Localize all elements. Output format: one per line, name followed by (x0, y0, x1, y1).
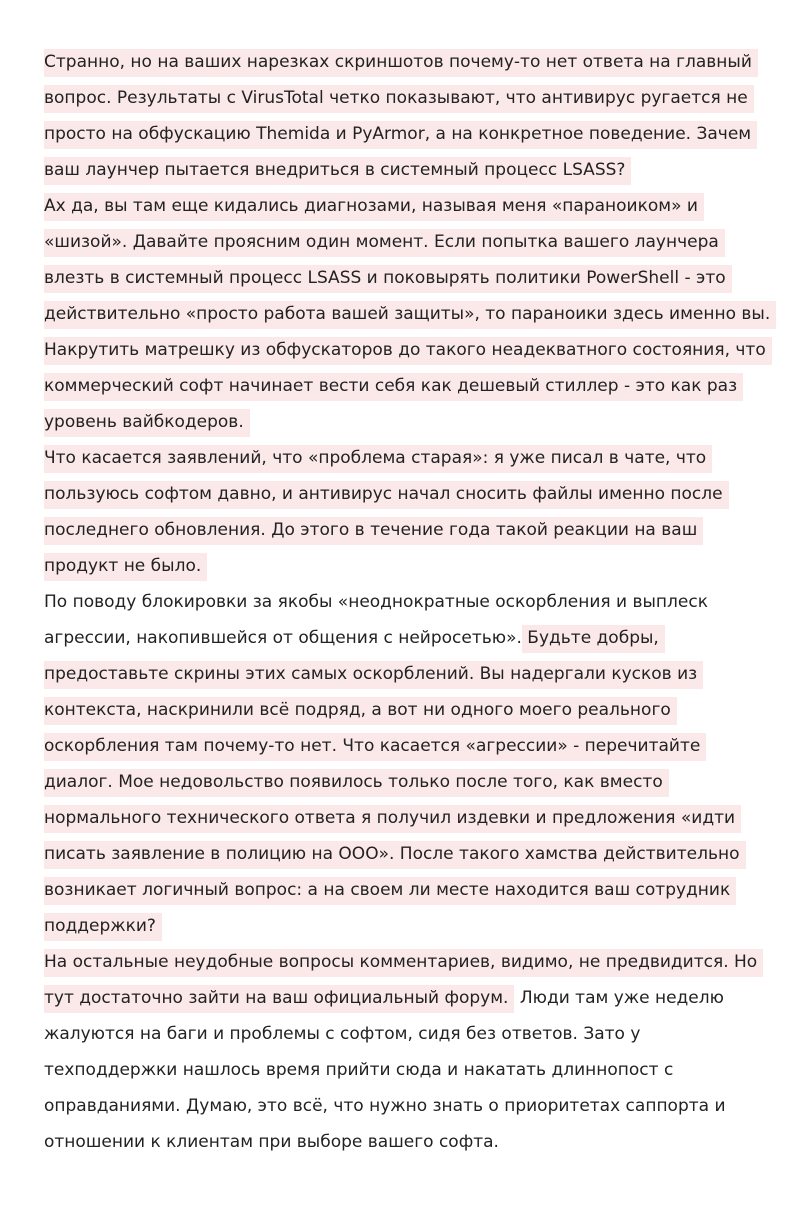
highlighted-text: диалог. Мое недовольство появилось только после того, как вместо (44, 769, 669, 797)
text-line (44, 80, 784, 116)
text-line (44, 764, 784, 800)
text-line (44, 512, 784, 548)
text-line (44, 620, 784, 656)
highlighted-text: Ах да, вы там еще кидались диагнозами, называя меня «параноиком» и (44, 193, 704, 221)
highlighted-text: вопрос. Результаты с VirusTotal четко показывают, что антивирус ругается не (44, 85, 754, 113)
highlighted-text: уровень вайбкодеров. (44, 409, 250, 437)
highlighted-text: пользуюсь софтом давно, и антивирус начал сносить файлы именно после (44, 481, 729, 509)
text-line (44, 404, 784, 440)
text-line (44, 692, 784, 728)
text-line (44, 332, 784, 368)
comment-body (44, 44, 784, 1160)
text-line (44, 872, 784, 908)
highlighted-text: оскорбления там почему-то нет. Что касается «агрессии» - перечитайте (44, 733, 706, 761)
text-line (44, 1088, 784, 1124)
text-line (44, 548, 784, 584)
text-line (44, 584, 784, 620)
highlighted-text: возникает логичный вопрос: а на своем ли месте находится ваш сотрудник (44, 877, 736, 905)
text-line (44, 944, 784, 980)
text-line (44, 152, 784, 188)
text-line (44, 1052, 784, 1088)
paragraph (44, 944, 784, 1160)
highlighted-text: нормального технического ответа я получил издевки и предложения «идти (44, 805, 741, 833)
plain-text: техподдержки нашлось время прийти сюда и накатать длиннопост с (44, 1060, 674, 1080)
plain-text: оправданиями. Думаю, это всё, что нужно знать о приоритетах саппорта и (44, 1096, 726, 1116)
plain-text: агрессии, накопившейся от общения с нейросетью». (44, 628, 522, 648)
plain-text: Люди там уже неделю (514, 988, 724, 1008)
plain-text: жалуются на баги и проблемы с софтом, сидя без ответов. Зато у (44, 1024, 641, 1044)
text-line (44, 836, 784, 872)
text-line (44, 44, 784, 80)
plain-text: отношении к клиентам при выборе вашего софта. (44, 1132, 499, 1152)
text-line (44, 116, 784, 152)
paragraph (44, 44, 784, 188)
text-line (44, 980, 784, 1016)
highlighted-text: Будьте добры, (522, 625, 665, 653)
highlighted-text: продукт не было. (44, 553, 207, 581)
plain-text: По поводу блокировки за якобы «неоднократные оскорбления и выплеск (44, 592, 708, 612)
text-line (44, 296, 784, 332)
highlighted-text: Странно, но на ваших нарезках скриншотов почему-то нет ответа на главный (44, 49, 758, 77)
text-line (44, 1124, 784, 1160)
highlighted-text: «шизой». Давайте проясним один момент. Если попытка вашего лаунчера (44, 229, 725, 257)
highlighted-text: писать заявление в полицию на ООО». После такого хамства действительно (44, 841, 746, 869)
text-line (44, 440, 784, 476)
highlighted-text: тут достаточно зайти на ваш официальный форум. (44, 985, 514, 1013)
highlighted-text: поддержки? (44, 913, 162, 941)
highlighted-text: действительно «просто работа вашей защиты», то параноики здесь именно вы. (44, 301, 776, 329)
paragraph (44, 440, 784, 584)
text-line (44, 800, 784, 836)
text-line (44, 188, 784, 224)
text-line (44, 656, 784, 692)
paragraph (44, 188, 784, 440)
highlighted-text: просто на обфускацию Themida и PyArmor, а на конкретное поведение. Зачем (44, 121, 757, 149)
paragraph (44, 584, 784, 944)
highlighted-text: ваш лаунчер пытается внедриться в системный процесс LSASS? (44, 157, 631, 185)
highlighted-text: Накрутить матрешку из обфускаторов до такого неадекватного состояния, что (44, 337, 772, 365)
text-line (44, 908, 784, 944)
text-line (44, 368, 784, 404)
highlighted-text: предоставьте скрины этих самых оскорблений. Вы надергали кусков из (44, 661, 703, 689)
highlighted-text: контекста, наскринили всё подряд, а вот ни одного моего реального (44, 697, 677, 725)
highlighted-text: На остальные неудобные вопросы комментариев, видимо, не предвидится. Но (44, 949, 763, 977)
highlighted-text: последнего обновления. До этого в течение года такой реакции на ваш (44, 517, 703, 545)
highlighted-text: коммерческий софт начинает вести себя как дешевый стиллер - это как раз (44, 373, 743, 401)
highlighted-text: Что касается заявлений, что «проблема старая»: я уже писал в чате, что (44, 445, 712, 473)
highlighted-text: влезть в системный процесс LSASS и поковырять политики PowerShell - это (44, 265, 732, 293)
text-line (44, 1016, 784, 1052)
text-line (44, 728, 784, 764)
text-line (44, 260, 784, 296)
text-line (44, 224, 784, 260)
text-line (44, 476, 784, 512)
